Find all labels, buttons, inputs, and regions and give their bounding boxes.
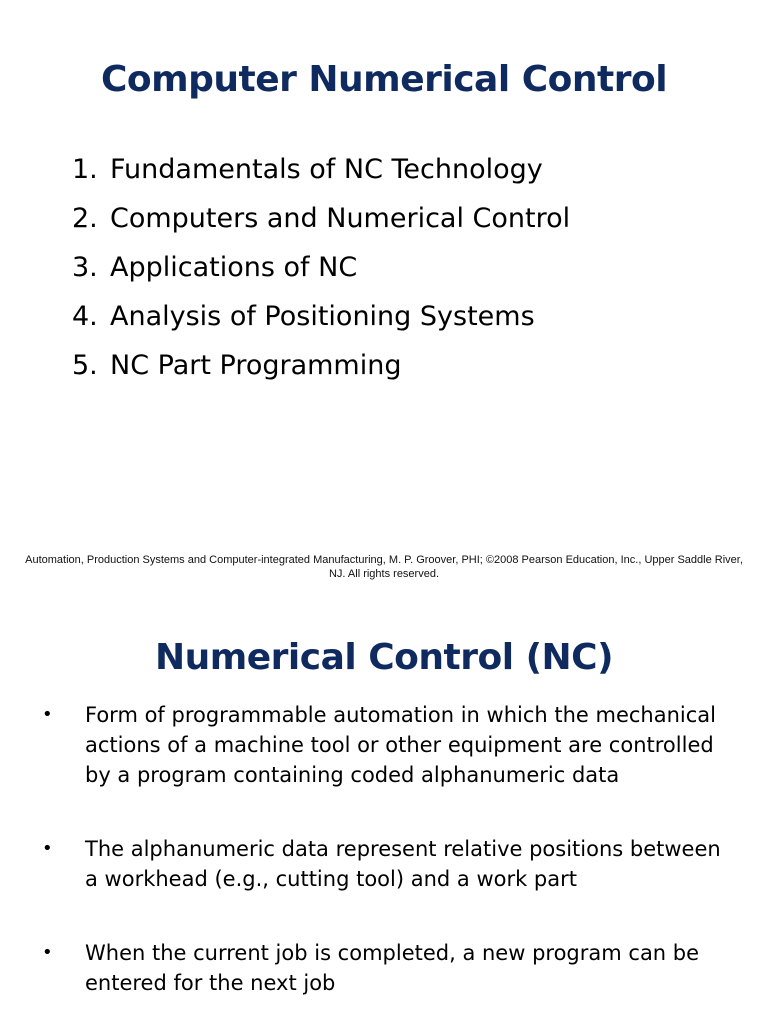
citation-footer: Automation, Production Systems and Computer-integrated Manufacturing, M. P. Groover, PHI; ©2008 Pearson Education, Inc., Upper Saddle River, NJ. All rights reserved. [25, 554, 743, 580]
list-item-number: 3. [72, 251, 98, 283]
list-item-label: NC Part Programming [110, 349, 402, 381]
bullet-icon: • [42, 838, 53, 859]
bullet-list [40, 700, 740, 998]
list-item-label: Analysis of Positioning Systems [110, 300, 535, 332]
list-item-number: 1. [72, 153, 98, 185]
bullet-icon: • [42, 942, 53, 963]
bullet-item [40, 700, 740, 790]
list-item [72, 341, 570, 390]
list-item-label: Fundamentals of NC Technology [110, 153, 543, 185]
list-item-number: 4. [72, 300, 98, 332]
list-item-number: 5. [72, 349, 98, 381]
bullet-text: The alphanumeric data represent relative positions between a workhead (e.g., cutting tool) and a work part [85, 837, 721, 891]
bullet-text: When the current job is completed, a new program can be entered for the next job [85, 941, 700, 995]
list-item [72, 194, 570, 243]
list-item-number: 2. [72, 202, 98, 234]
topic-list [72, 145, 570, 390]
list-item-label: Applications of NC [110, 251, 358, 283]
bullet-text: Form of programmable automation in which the mechanical actions of a machine tool or other equipment are controlled by a program containing coded alphanumeric data [85, 703, 717, 787]
bullet-item [40, 938, 740, 998]
bullet-icon: • [42, 704, 53, 725]
slide-title: Numerical Control (NC) [154, 637, 614, 679]
slide-numerical-control [0, 590, 768, 1024]
bullet-item [40, 834, 740, 894]
list-item-label: Computers and Numerical Control [110, 202, 571, 234]
list-item [72, 243, 570, 292]
list-item [72, 145, 570, 194]
slide-title: Computer Numerical Control [100, 59, 668, 101]
list-item [72, 292, 570, 341]
